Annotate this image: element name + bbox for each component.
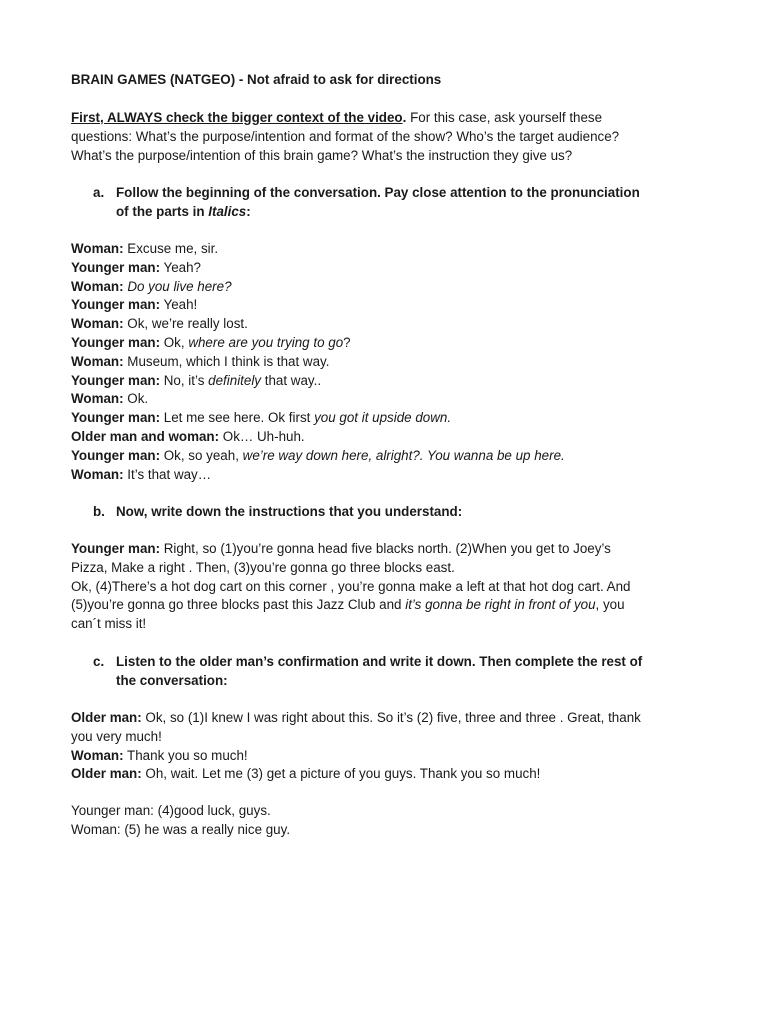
speaker: Older man:	[71, 710, 142, 725]
dialogue-line	[71, 409, 671, 428]
section-a-line-1: Follow the beginning of the conversation. Pay close attention to the pronunciation	[116, 185, 640, 200]
dialogue-a	[71, 240, 671, 484]
dialogue-line	[71, 353, 671, 372]
speaker: Woman:	[71, 747, 124, 763]
utterance: Yeah!	[160, 297, 198, 313]
closing-dialogue	[71, 802, 671, 840]
utterance-post: , you	[595, 597, 625, 613]
utterance-italic: we’re way down here, alright?. You wanna be up here.	[242, 447, 565, 463]
utterance-italic: definitely	[208, 372, 262, 388]
section-c-line-1: Listen to the older man’s confirmation and write it down. Then complete the rest of	[116, 654, 643, 669]
dialogue-line	[71, 334, 671, 353]
intro-text-1: For this case, ask yourself these	[406, 110, 603, 125]
dialogue-line	[71, 296, 671, 315]
utterance: Ok,	[160, 334, 189, 350]
speaker: Younger man:	[71, 447, 161, 463]
closing-line-2: Woman: (5) he was a really nice guy.	[71, 821, 291, 837]
dialogue-c-line-3	[71, 747, 671, 766]
dialogue-b-line-4	[71, 596, 671, 615]
utterance: Thank you so much!	[123, 747, 248, 763]
dialogue-c-line-2: you very much!	[71, 728, 162, 744]
dialogue-line	[71, 447, 671, 466]
section-b-letter: b.	[93, 504, 105, 519]
section-c-heading	[93, 653, 696, 691]
utterance: Ok, so yeah,	[160, 447, 243, 463]
dialogue-line	[71, 259, 671, 278]
dialogue-line	[71, 466, 671, 485]
utterance-post: ?	[343, 334, 351, 350]
speaker: Older man:	[71, 766, 142, 782]
speaker: Younger man:	[71, 259, 161, 275]
section-b-line-1: Now, write down the instructions that you understand:	[116, 504, 463, 519]
section-a-line-2-pre: of the parts in	[116, 203, 209, 219]
dialogue-c	[71, 709, 671, 784]
section-c-line-2: the conversation:	[116, 672, 228, 688]
intro-paragraph	[71, 109, 671, 165]
speaker: Younger man:	[71, 541, 161, 556]
dialogue-line	[71, 278, 671, 297]
speaker: Younger man:	[71, 410, 161, 426]
utterance: Oh, wait. Let me (3) get a picture of you guys. Thank you so much!	[141, 766, 541, 782]
utterance-italic: Do you live here?	[127, 278, 232, 294]
speaker: Younger man:	[71, 334, 161, 350]
section-a-letter: a.	[93, 185, 105, 200]
section-a-line-2-italic: Italics	[208, 203, 247, 219]
section-c-letter: c.	[93, 654, 105, 669]
closing-line-1: Younger man: (4)good luck, guys.	[71, 803, 271, 818]
document-title: BRAIN GAMES (NATGEO) - Not afraid to ask for directions	[71, 72, 442, 87]
utterance: No, it’s	[160, 372, 209, 388]
utterance: Ok… Uh-huh.	[219, 428, 305, 444]
speaker: Woman:	[71, 466, 124, 482]
utterance-italic: it’s gonna be right in front of you	[405, 597, 596, 613]
utterance: Ok.	[123, 391, 149, 407]
intro-line-1	[71, 109, 671, 128]
section-b-heading	[93, 503, 696, 522]
dialogue-b-line-3: Ok, (4)There’s a hot dog cart on this corner , you’re gonna make a left at that hot dog cart. And	[71, 578, 631, 594]
section-a-line-2-post: :	[246, 203, 251, 219]
dialogue-c-line-4	[71, 765, 671, 784]
speaker: Woman:	[71, 241, 124, 256]
section-a-heading	[93, 184, 696, 222]
dialogue-b	[71, 540, 671, 634]
dialogue-line	[71, 240, 671, 259]
dialogue-b-line-5: can´t miss it!	[71, 616, 147, 632]
speaker: Woman:	[71, 391, 124, 407]
speaker: Younger man:	[71, 297, 161, 313]
utterance-italic: you got it upside down.	[314, 410, 452, 426]
intro-line-2: questions: What’s the purpose/intention and format of the show? Who’s the target audience?	[71, 128, 620, 144]
utterance: Yeah?	[160, 259, 201, 275]
utterance-italic: where are you trying to go	[188, 334, 344, 350]
speaker: Woman:	[71, 278, 124, 294]
utterance: Excuse me, sir.	[123, 241, 219, 256]
utterance: (5)you’re gonna go three blocks past this Jazz Club and	[71, 597, 406, 613]
speaker: Woman:	[71, 316, 124, 332]
dialogue-b-line-1	[71, 540, 671, 559]
intro-lead: First, ALWAYS check the bigger context of the video	[71, 110, 403, 125]
dialogue-line	[71, 390, 671, 409]
utterance-post: that way..	[261, 372, 322, 388]
dialogue-b-line-2: Pizza, Make a right . Then, (3)you’re gonna go three blocks east.	[71, 559, 455, 575]
utterance: Ok, so (1)I knew I was right about this. So it’s (2) five, three and three . Great, thank	[141, 710, 641, 725]
intro-lead-end: .	[402, 110, 407, 125]
dialogue-line	[71, 372, 671, 391]
utterance: Let me see here. Ok first	[160, 410, 315, 426]
speaker: Older man and woman:	[71, 428, 220, 444]
speaker: Woman:	[71, 353, 124, 369]
dialogue-line	[71, 315, 671, 334]
intro-line-3: What’s the purpose/intention of this brain game? What’s the instruction they give us?	[71, 147, 573, 163]
dialogue-c-line-1	[71, 709, 671, 728]
utterance: It’s that way…	[123, 466, 212, 482]
dialogue-line	[71, 428, 671, 447]
speaker: Younger man:	[71, 372, 161, 388]
utterance: Ok, we’re really lost.	[123, 316, 248, 332]
utterance: Right, so (1)you’re gonna head five blacks north. (2)When you get to Joey’s	[160, 541, 611, 556]
utterance: Museum, which I think is that way.	[123, 353, 330, 369]
